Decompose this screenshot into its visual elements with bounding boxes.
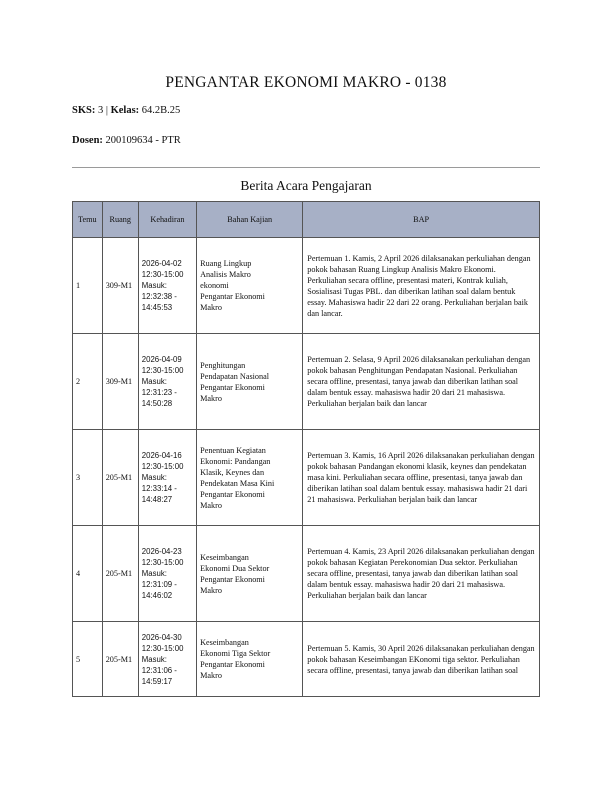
attendance-date: 2026-04-02 <box>141 259 182 268</box>
col-header-bahan: Bahan Kajian <box>197 202 303 238</box>
bap-cell: Pertemuan 2. Selasa, 9 April 2026 dilaksanakan perkuliahan dengan pokok bahasan Penghitungan Pendapatan Nasional. Perkuliahan secara offline, presentasi, tanya jawab dan diberikan latihan soal dalam bentuk essay. mahasiswa hadir 20 dari 21 mahasiswa. Perkuliahan berjalan baik dan lancar <box>303 334 540 430</box>
attendance-masuk: 12:31:23 - <box>141 388 177 397</box>
attendance-date: 2026-04-09 <box>141 355 182 364</box>
bahan-line: Klasik, Keynes dan <box>200 467 265 477</box>
temu-cell: 3 <box>73 430 103 526</box>
col-header-temu: Temu <box>73 202 103 238</box>
attendance-time: 12:30-15:00 <box>141 558 184 567</box>
table-header-row <box>73 202 540 238</box>
attendance-keluar: 14:48:27 <box>141 495 173 504</box>
bahan-line: Ruang Lingkup <box>200 259 252 268</box>
teaching-report-table <box>72 201 540 697</box>
bahan-line: Penghitungan <box>200 360 246 370</box>
bahan-line: Keseimbangan <box>200 552 249 562</box>
attendance-masuk-label: Masuk: <box>141 281 167 290</box>
bahan-line: Makro <box>200 671 222 680</box>
bahan-line: Pengantar Ekonomi <box>200 382 265 392</box>
attendance-masuk-label: Masuk: <box>141 569 167 578</box>
attendance-time: 12:30-15:00 <box>141 462 184 471</box>
table-row <box>73 238 540 334</box>
bahan-line: Keseimbangan <box>200 638 249 647</box>
col-header-kehadiran: Kehadiran <box>138 202 196 238</box>
bahan-line: Makro <box>200 393 222 403</box>
bahan-line: Pengantar Ekonomi <box>200 489 265 499</box>
attendance-masuk: 12:31:06 - <box>141 665 177 675</box>
bahan-line: Ekonomi Dua Sektor <box>200 563 270 573</box>
bahan-line: Pendapatan Nasional <box>200 371 270 381</box>
bap-cell: Pertemuan 4. Kamis, 23 April 2026 dilaksanakan perkuliahan dengan pokok bahasan Kegiatan Perekonomian Dua sektor. Perkuliahan secara offline, presentasi, tanya jawab dan diberikan latihan soal dalam bentuk essay. mahasiswa hadir 20 dari 21 mahasiswa. Perkuliahan berjalan baik dan lancar <box>303 526 540 622</box>
bahan-cell <box>197 430 303 526</box>
bahan-line: Makro <box>200 303 222 312</box>
col-header-bap: BAP <box>303 202 540 238</box>
bahan-cell <box>197 622 303 697</box>
kehadiran-cell <box>138 622 196 697</box>
attendance-keluar: 14:45:53 <box>141 303 173 312</box>
meta-separator: | <box>105 105 108 116</box>
attendance-masuk-label: Masuk: <box>141 377 167 386</box>
bap-cell: Pertemuan 3. Kamis, 16 April 2026 dilaksanakan perkuliahan dengan pokok bahasan Pandangan ekonomi klasik, keynes dan pendekatan masa kini. Perkuliahan secara offline, presentasi, tanya jawab dan diberikan latihan soal dalam bentuk essay. mahasiswa hadir 21 dari 21 mahasiswa. Perkuliahan berjalan baik dan lancar <box>303 430 540 526</box>
sks-label: SKS: <box>72 105 96 116</box>
bahan-cell <box>197 334 303 430</box>
bap-cell: Pertemuan 5. Kamis, 30 April 2026 dilaksanakan perkuliahan dengan pokok bahasan Keseimbangan EKonomi tiga sektor. Perkuliahan secara offline, presentasi, tanya jawab dan diberikan latihan soal <box>303 622 540 697</box>
bahan-line: Ekonomi Tiga Sektor <box>200 649 271 658</box>
bahan-line: Ekonomi: Pandangan <box>200 456 271 466</box>
section-title: Berita Acara Pengajaran <box>240 178 372 193</box>
kehadiran-cell <box>138 334 196 430</box>
attendance-masuk-label: Masuk: <box>141 473 167 482</box>
ruang-cell: 205-M1 <box>102 622 138 697</box>
ruang-cell: 205-M1 <box>102 430 138 526</box>
table-row <box>73 526 540 622</box>
course-meta <box>72 105 180 116</box>
attendance-masuk: 12:33:14 - <box>141 484 177 493</box>
attendance-keluar: 14:46:02 <box>141 591 173 600</box>
temu-cell: 2 <box>73 334 103 430</box>
dosen-label: Dosen: <box>72 135 103 146</box>
divider <box>72 167 540 168</box>
bahan-line: Analisis Makro <box>200 270 251 279</box>
col-header-ruang: Ruang <box>102 202 138 238</box>
attendance-time: 12:30-15:00 <box>141 366 184 375</box>
attendance-masuk: 12:31:09 - <box>141 580 177 589</box>
table-row <box>73 430 540 526</box>
sks-value: 3 <box>97 105 104 116</box>
table-row <box>73 622 540 697</box>
temu-cell: 4 <box>73 526 103 622</box>
bahan-line: Makro <box>200 585 222 595</box>
ruang-cell: 205-M1 <box>102 526 138 622</box>
attendance-date: 2026-04-23 <box>141 547 182 556</box>
bap-cell: Pertemuan 1. Kamis, 2 April 2026 dilaksanakan perkuliahan dengan pokok bahasan Ruang Lingkup Analisis Makro Ekonomi. Perkuliahan secara offline, presentasi materi, Kontrak kuliah, Sosialisasi Tugas PBL. dan diberikan latihan soal dalam bentuk essay. Mahasiswa hadir 22 dari 22 orang. Perkuliahan berjalan baik dan lancar. <box>303 238 540 334</box>
attendance-time: 12:30-15:00 <box>141 643 184 653</box>
attendance-keluar: 14:59:17 <box>141 676 173 686</box>
ruang-cell: 309-M1 <box>102 238 138 334</box>
temu-cell: 5 <box>73 622 103 697</box>
attendance-masuk: 12:32:38 - <box>141 292 177 301</box>
kelas-label: Kelas: <box>110 105 140 116</box>
kehadiran-cell <box>138 430 196 526</box>
ruang-cell: 309-M1 <box>102 334 138 430</box>
bahan-line: Pendekatan Masa Kini <box>200 478 275 488</box>
attendance-keluar: 14:50:28 <box>141 399 173 408</box>
dosen-value: 200109634 - PTR <box>105 135 181 146</box>
bahan-line: Pengantar Ekonomi <box>200 292 265 301</box>
kehadiran-cell <box>138 526 196 622</box>
attendance-time: 12:30-15:00 <box>141 270 184 279</box>
attendance-masuk-label: Masuk: <box>141 654 167 664</box>
course-title: PENGANTAR EKONOMI MAKRO - 0138 <box>165 74 447 91</box>
bahan-line: Penentuan Kegiatan <box>200 445 266 455</box>
bahan-cell <box>197 238 303 334</box>
bahan-line: ekonomi <box>200 281 229 290</box>
kelas-value: 64.2B.25 <box>141 105 181 116</box>
attendance-date: 2026-04-30 <box>141 632 182 642</box>
table-body <box>73 238 540 697</box>
bahan-line: Makro <box>200 500 222 510</box>
kehadiran-cell <box>138 238 196 334</box>
temu-cell: 1 <box>73 238 103 334</box>
bahan-cell <box>197 526 303 622</box>
attendance-date: 2026-04-16 <box>141 451 182 460</box>
bahan-line: Pengantar Ekonomi <box>200 574 265 584</box>
table-row <box>73 334 540 430</box>
bahan-line: Pengantar Ekonomi <box>200 660 265 669</box>
lecturer-meta <box>72 135 181 146</box>
